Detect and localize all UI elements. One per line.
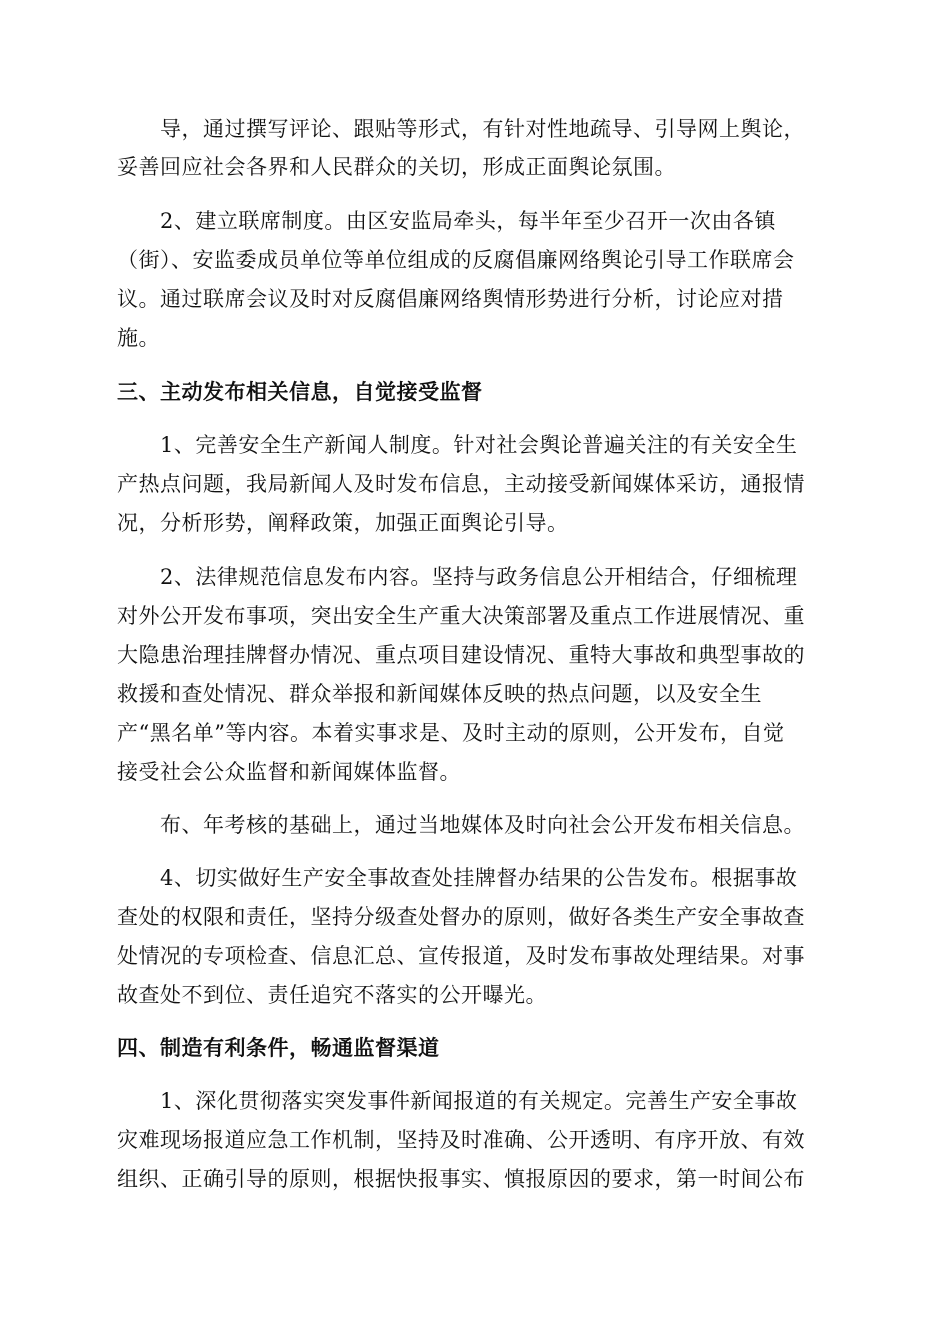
paragraph-line: 妥善回应社会各界和人民群众的关切，形成正面舆论氛围。 xyxy=(117,155,676,179)
paragraph-line: 接受社会公众监督和新闻媒体监督。 xyxy=(117,760,461,784)
paragraph-line: 救援和查处情况、群众举报和新闻媒体反映的热点问题，以及安全生 xyxy=(117,682,762,706)
paragraph-line: 大隐患治理挂牌督办情况、重点项目建设情况、重特大事故和典型事故的 xyxy=(117,643,805,667)
paragraph-line: 产“黑名单”等内容。本着实事求是、及时主动的原则，公开发布，自觉 xyxy=(117,721,785,745)
paragraph-line: 4、切实做好生产安全事故查处挂牌督办结果的公告发布。根据事故 xyxy=(160,866,798,890)
paragraph-line: 对外公开发布事项，突出安全生产重大决策部署及重点工作进展情况、重 xyxy=(117,604,805,628)
paragraph-line: 组织、正确引导的原则，根据快报事实、慎报原因的要求，第一时间公布 xyxy=(117,1167,805,1191)
paragraph-line: 1、完善安全生产新闻人制度。针对社会舆论普遍关注的有关安全生 xyxy=(160,433,798,457)
paragraph-line: 处情况的专项检查、信息汇总、宣传报道，及时发布事故处理结果。对事 xyxy=(117,944,805,968)
paragraph-line: 查处的权限和责任，坚持分级查处督办的原则，做好各类生产安全事故查 xyxy=(117,905,805,929)
paragraph-line: 议。通过联席会议及时对反腐倡廉网络舆情形势进行分析，讨论应对措 xyxy=(117,287,784,311)
section-heading: 三、主动发布相关信息，自觉接受监督 xyxy=(117,380,483,404)
paragraph-line: 2、建立联席制度。由区安监局牵头，每半年至少召开一次由各镇 xyxy=(160,209,776,233)
paragraph-line: 布、年考核的基础上，通过当地媒体及时向社会公开发布相关信息。 xyxy=(160,813,805,837)
paragraph-line: 2、法律规范信息发布内容。坚持与政务信息公开相结合，仔细梳理 xyxy=(160,565,798,589)
section-heading: 四、制造有利条件，畅通监督渠道 xyxy=(117,1036,440,1060)
paragraph-line: （街）、安监委成员单位等单位组成的反腐倡廉网络舆论引导工作联席会 xyxy=(117,248,795,272)
paragraph-line: 1、深化贯彻落实突发事件新闻报道的有关规定。完善生产安全事故 xyxy=(160,1089,798,1113)
paragraph-line: 导，通过撰写评论、跟贴等形式，有针对性地疏导、引导网上舆论， xyxy=(160,117,805,141)
paragraph-line: 故查处不到位、责任追究不落实的公开曝光。 xyxy=(117,983,547,1007)
paragraph-line: 产热点问题，我局新闻人及时发布信息，主动接受新闻媒体采访，通报情 xyxy=(117,472,805,496)
paragraph-line: 施。 xyxy=(117,326,160,350)
paragraph-line: 灾难现场报道应急工作机制，坚持及时准确、公开透明、有序开放、有效 xyxy=(117,1128,805,1152)
paragraph-line: 况，分析形势，阐释政策，加强正面舆论引导。 xyxy=(117,511,569,535)
